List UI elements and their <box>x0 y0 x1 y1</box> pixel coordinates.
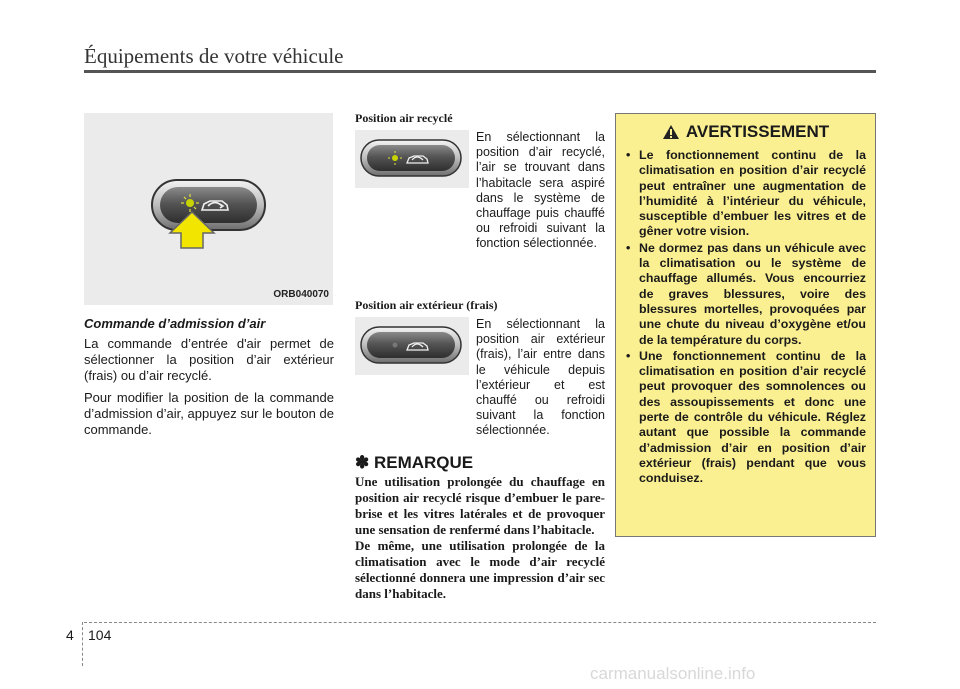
air-intake-button-figure <box>84 113 333 305</box>
watermark: carmanualsonline.info <box>590 664 756 683</box>
warning-item: • Le fonctionnement continu de la climatisation en position d’air recyclé peut entraîner une augmentation de l’humidité à l’intérieur du véhicule, susceptible d’embuer les vitres et de gêner votre vision. <box>626 148 866 240</box>
indicator-light-icon <box>186 199 194 207</box>
footer-divider <box>82 622 83 666</box>
left-column-text <box>84 316 334 444</box>
section-subhead: Commande d’admission d’air <box>84 316 266 331</box>
remark-body <box>355 474 605 602</box>
indicator-light-icon <box>392 155 398 161</box>
remark-title: ✽ REMARQUE <box>355 453 474 472</box>
figure-code: ORB040070 <box>273 289 329 300</box>
fresh-position-text: En sélectionnant la position air extérieur (frais), l’air entre dans le véhicule depuis l’extérieur et est chauffé ou refroidi suivant la fonction sélectionnée. <box>476 317 605 438</box>
recycled-position-text: En sélectionnant la position d’air recyclé, l’air se trouvant dans l’habitacle sera aspiré dans le système de chauffage puis chauffé ou refroidi suivant la fonction sélectionnée. <box>476 130 605 251</box>
paragraph: La commande d’entrée d'air permet de sélectionner la position d’air extérieur (frais) ou d’air recyclé. <box>84 336 334 383</box>
warning-title: AVERTISSEMENT <box>685 122 830 141</box>
paragraph: Pour modifier la position de la commande d’admission d’air, appuyez sur le bouton de commande. <box>84 390 334 437</box>
warning-item: • Ne dormez pas dans un véhicule avec la climatisation ou le système de chauffage allumés. Vous encourriez de graves blessures, voire des blessures mortelles, provoquées par une chute du niveau d’oxygène et/ou de la température du corps. <box>626 241 866 348</box>
header-rule <box>84 70 876 73</box>
fresh-position-title: Position air extérieur (frais) <box>355 298 498 312</box>
warning-list <box>616 148 875 487</box>
warning-item: • Une fonctionnement continu de la climatisation en position d’air recyclé peut provoquer des somnolences ou des assoupissements et donc une perte de contrôle du véhicule. Réglez autant que possible la commande d’admission d’air en position d’air extérieur (frais) pendant que vous conduisez. <box>626 349 866 487</box>
remark-paragraph: Une utilisation prolongée du chauffage en position air recyclé risque d’embuer le pare-brise et les vitres latérales et de provoquer une sensation de renfermé dans l’habitacle. <box>355 474 605 537</box>
warning-triangle-icon <box>662 124 680 140</box>
chapter-number: 4 <box>66 627 74 643</box>
remark-paragraph: De même, une utilisation prolongée de la climatisation avec le mode d’air recyclé sélectionné donnera une impression d’air sec dans l’habitacle. <box>355 538 605 601</box>
page-header-title: Équipements de votre véhicule <box>84 44 344 68</box>
recycled-position-title: Position air recyclé <box>355 111 453 125</box>
fresh-button-figure <box>355 317 469 375</box>
footer-rule <box>84 622 876 623</box>
recycled-button-figure <box>355 130 469 188</box>
warning-header <box>616 122 875 142</box>
warning-box <box>615 113 876 537</box>
indicator-off-icon <box>393 343 398 348</box>
page-number: 104 <box>88 627 112 643</box>
air-intake-button-illustration <box>84 113 333 305</box>
